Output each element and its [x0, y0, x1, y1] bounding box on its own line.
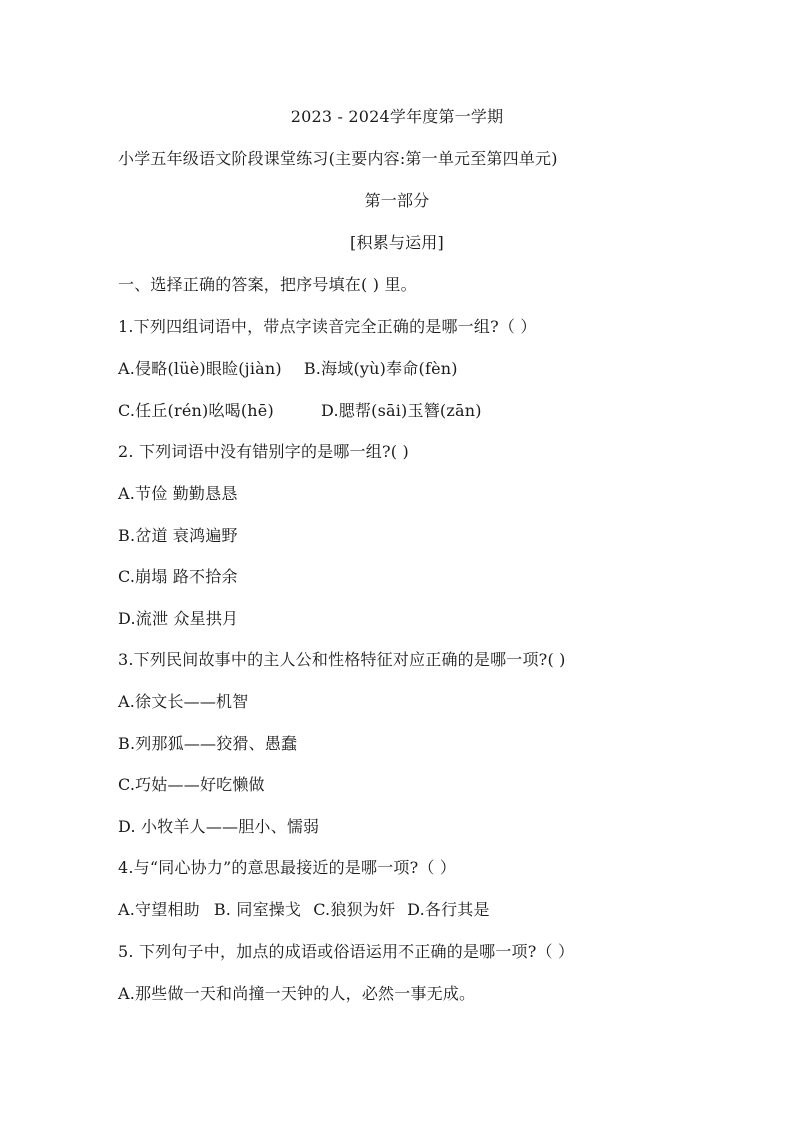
worksheet-subtitle: 小学五年级语文阶段课堂练习(主要内容:第一单元至第四单元)	[118, 149, 558, 168]
section-heading: [积累与运用]	[350, 233, 444, 252]
question-2-option-b: B.岔道 衰鸿遍野	[118, 526, 238, 545]
instruction-text: 一、选择正确的答案，把序号填在( ) 里。	[118, 275, 417, 294]
question-2-stem: 2. 下列词语中没有错别字的是哪一组?( )	[118, 442, 409, 461]
question-5-stem: 5. 下列句子中，加点的成语或俗语运用不正确的是哪一项?（ ）	[118, 942, 575, 961]
question-1-stem: 1.下列四组词语中，带点字读音完全正确的是哪一组?（ ）	[118, 317, 537, 336]
question-3-stem: 3.下列民间故事中的主人公和性格特征对应正确的是哪一项?( )	[118, 650, 566, 669]
question-4-option-d: D.各行其是	[407, 900, 490, 919]
question-1-option-a: A.侵略(lüè)眼睑(jiàn)	[118, 359, 282, 378]
question-1-option-d: D.腮帮(sāi)玉簪(zān)	[321, 401, 482, 420]
question-3-option-d: D. 小牧羊人——胆小、懦弱	[118, 817, 320, 836]
question-1-option-b: B.海域(yù)奉命(fèn)	[303, 359, 458, 378]
question-1-option-c: C.任丘(rén)吆喝(hē)	[118, 401, 274, 420]
question-2-option-a: A.节俭 勤勤恳恳	[118, 484, 238, 503]
question-4-stem: 4.与“同心协力”的意思最接近的是哪一项?（ ）	[118, 858, 457, 877]
question-4-option-a: A.守望相助	[118, 900, 200, 919]
question-4-option-b: B. 同室操戈	[213, 900, 302, 919]
question-3-option-c: C.巧姑——好吃懒做	[118, 775, 265, 794]
question-2-option-d: D.流泄 众星拱月	[118, 609, 239, 628]
question-3-option-b: B.列那狐——狡猾、愚蠢	[118, 734, 298, 753]
part-heading: 第一部分	[364, 191, 430, 210]
question-1-options-row-2	[118, 400, 482, 422]
question-4-option-c: C.狼狈为奸	[313, 900, 396, 919]
question-2-option-c: C.崩塌 路不拾余	[118, 567, 238, 586]
question-4-options	[118, 899, 490, 921]
question-1-options-row-1	[118, 358, 458, 380]
question-3-option-a: A.徐文长——机智	[118, 692, 249, 711]
question-5-option-a: A.那些做一天和尚撞一天钟的人，必然一事无成。	[118, 984, 476, 1003]
term-title: 2023 - 2024学年度第一学期	[290, 107, 504, 126]
